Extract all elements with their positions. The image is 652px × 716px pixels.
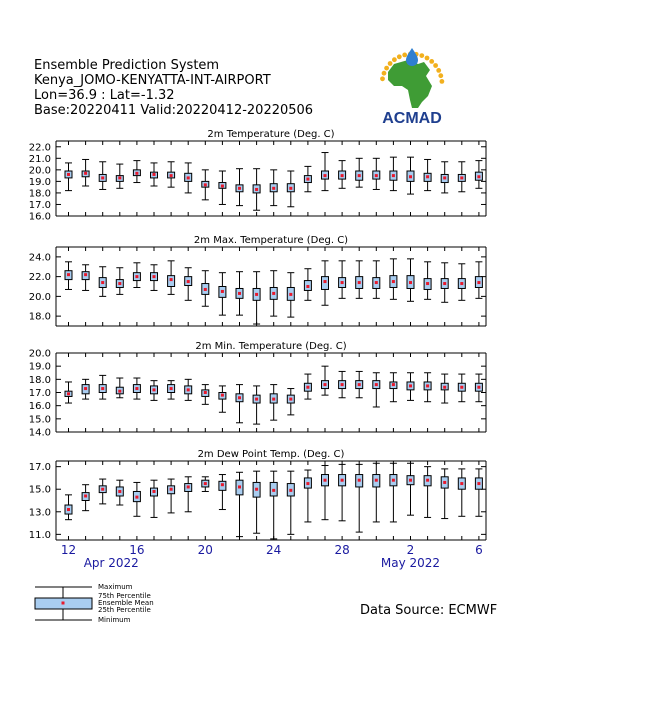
legend-label-maximum: Maximum: [98, 583, 133, 591]
x-tick-label: 16: [129, 543, 145, 557]
x-tick-label: 20: [197, 543, 213, 557]
ensemble-mean-marker: [255, 293, 258, 296]
box-day-15: [116, 268, 123, 295]
box-day-2: [407, 157, 414, 194]
x-tick-label: 6: [475, 543, 483, 557]
legend-label-minimum: Minimum: [98, 616, 131, 624]
box-day-21: [219, 171, 226, 204]
box-day-6: [475, 374, 482, 402]
ensemble-mean-marker: [187, 176, 190, 179]
box-day-3: [424, 159, 431, 190]
box-day-27: [322, 261, 329, 305]
ensemble-mean-marker: [306, 482, 309, 485]
box-day-28: [339, 371, 346, 397]
box-day-27: [322, 366, 329, 395]
ensemble-mean-marker: [187, 388, 190, 391]
box-day-29: [356, 158, 363, 187]
ensemble-mean-marker: [460, 176, 463, 179]
ensemble-mean-marker: [324, 280, 327, 283]
ensemble-mean-marker: [341, 281, 344, 284]
ensemble-mean-marker: [272, 292, 275, 295]
chart-panel-2: [29, 235, 486, 326]
ensemble-mean-marker: [221, 483, 224, 486]
box-day-1: [390, 463, 397, 522]
panel-title: 2m Temperature (Deg. C): [207, 129, 335, 140]
box-day-15: [116, 164, 123, 188]
ensemble-mean-marker: [101, 281, 104, 284]
ensemble-mean-marker: [101, 176, 104, 179]
box-day-13: [82, 159, 89, 186]
box-day-19: [185, 163, 192, 193]
ensemble-mean-marker: [135, 275, 138, 278]
ensemble-mean-marker: [460, 282, 463, 285]
month-label: May 2022: [380, 556, 441, 570]
box-day-6: [475, 262, 482, 299]
ensemble-mean-marker: [67, 173, 70, 176]
ensemble-mean-marker: [443, 176, 446, 179]
x-tick-label: 24: [266, 543, 282, 557]
ensemble-mean-marker: [238, 187, 241, 190]
box-day-23: [253, 471, 260, 533]
ensemble-mean-marker: [118, 282, 121, 285]
box-day-23: [253, 386, 260, 424]
box-day-24: [270, 385, 277, 421]
box-day-30: [373, 158, 380, 189]
box-day-18: [168, 381, 175, 399]
box-day-19: [185, 268, 192, 301]
box-day-26: [304, 269, 311, 301]
ensemble-mean-marker: [118, 490, 121, 493]
box-day-21: [219, 475, 226, 510]
box-day-17: [151, 480, 158, 517]
ensemble-mean-marker: [341, 174, 344, 177]
ensemble-mean-marker: [255, 188, 258, 191]
ensemble-mean-marker: [170, 278, 173, 281]
box-day-4: [441, 469, 448, 519]
y-tick-label: 17.0: [28, 462, 51, 474]
y-tick-label: 20.0: [28, 348, 51, 360]
ensemble-mean-marker: [477, 175, 480, 178]
box-day-22: [236, 472, 243, 536]
box-day-2: [407, 463, 414, 515]
y-tick-label: 18.0: [28, 374, 51, 386]
box-day-16: [133, 482, 140, 516]
ensemble-mean-marker: [324, 479, 327, 482]
box-day-4: [441, 263, 448, 303]
x-tick-label: 2: [406, 543, 415, 557]
ensemble-mean-marker: [443, 481, 446, 484]
box-day-14: [99, 267, 106, 297]
box-day-25: [287, 471, 294, 534]
ensemble-mean-marker: [375, 383, 378, 386]
ensemble-mean-marker: [324, 383, 327, 386]
ensemble-mean-marker: [392, 174, 395, 177]
box-day-16: [133, 378, 140, 399]
ensemble-mean-marker: [153, 388, 156, 391]
y-tick-label: 15.0: [28, 414, 51, 426]
box-day-27: [322, 466, 329, 520]
ensemble-mean-marker: [238, 485, 241, 488]
y-tick-label: 19.0: [28, 361, 51, 373]
box-day-18: [168, 261, 175, 295]
ensemble-mean-marker: [272, 187, 275, 190]
ensemble-mean-marker: [341, 479, 344, 482]
box-day-17: [151, 381, 158, 401]
ensemble-mean-marker: [289, 398, 292, 401]
panel-title: 2m Min. Temperature (Deg. C): [195, 341, 347, 352]
ensemble-mean-marker: [306, 178, 309, 181]
box-day-4: [441, 374, 448, 403]
ensemble-mean-marker: [409, 175, 412, 178]
ensemble-mean-marker: [255, 488, 258, 491]
ensemble-mean-marker: [204, 288, 207, 291]
box-day-19: [185, 477, 192, 512]
box-day-30: [373, 373, 380, 407]
ensemble-mean-marker: [324, 174, 327, 177]
ensemble-mean-marker: [477, 281, 480, 284]
ensemble-mean-marker: [375, 479, 378, 482]
ensemble-mean-marker: [135, 387, 138, 390]
box-day-28: [339, 161, 346, 189]
ensemble-mean-marker: [392, 479, 395, 482]
ensemble-mean-marker: [255, 398, 258, 401]
ensemble-mean-marker: [306, 386, 309, 389]
header-title: Ensemble Prediction System: [34, 58, 220, 73]
box-day-12: [65, 163, 72, 191]
ensemble-mean-marker: [460, 482, 463, 485]
ensemble-mean-marker: [341, 383, 344, 386]
ensemble-mean-marker: [289, 187, 292, 190]
ensemble-mean-marker: [187, 485, 190, 488]
ensemble-mean-marker: [426, 175, 429, 178]
ensemble-mean-marker: [409, 281, 412, 284]
panel-title: 2m Max. Temperature (Deg. C): [193, 235, 349, 246]
ensemble-mean-marker: [426, 479, 429, 482]
ensemble-mean-marker: [67, 392, 70, 395]
ensemble-mean-marker: [84, 387, 87, 390]
legend-label-mean: Ensemble Mean: [98, 599, 154, 607]
y-tick-label: 22.0: [28, 272, 51, 284]
ensemble-mean-marker: [170, 174, 173, 177]
chart-panel-3: [29, 341, 486, 439]
box-day-14: [99, 479, 106, 504]
box-day-23: [253, 272, 260, 324]
box-day-21: [219, 273, 226, 315]
ensemble-mean-marker: [289, 489, 292, 492]
y-tick-label: 15.0: [28, 484, 51, 496]
box-day-24: [270, 271, 277, 316]
ensemble-mean-marker: [358, 479, 361, 482]
box-day-5: [458, 162, 465, 192]
box-day-25: [287, 273, 294, 317]
box-day-25: [287, 171, 294, 207]
x-tick-label: 12: [60, 543, 77, 557]
ensemble-mean-marker: [204, 482, 207, 485]
box-day-20: [202, 385, 209, 405]
box-day-29: [356, 464, 363, 532]
ensemble-mean-marker: [477, 386, 480, 389]
ensemble-mean-marker: [67, 508, 70, 511]
ensemble-mean-marker: [101, 387, 104, 390]
ensemble-mean-marker: [443, 282, 446, 285]
box-day-2: [407, 259, 414, 301]
box-day-1: [390, 259, 397, 299]
box-day-5: [458, 264, 465, 301]
box-day-13: [82, 265, 89, 291]
ensemble-mean-marker: [204, 391, 207, 394]
ensemble-mean-marker: [426, 384, 429, 387]
ensemble-mean-marker: [84, 273, 87, 276]
ensemble-mean-marker: [238, 292, 241, 295]
ensemble-mean-marker: [375, 174, 378, 177]
y-tick-label: 21.0: [28, 153, 51, 165]
box-day-6: [475, 161, 482, 189]
box-day-29: [356, 261, 363, 299]
box-day-14: [99, 162, 106, 190]
box-day-21: [219, 386, 226, 412]
panel-title: 2m Dew Point Temp. (Deg. C): [197, 449, 345, 460]
box-day-3: [424, 373, 431, 402]
legend-box-glyph: [35, 587, 92, 620]
box-day-17: [151, 265, 158, 291]
ensemble-mean-marker: [118, 176, 121, 179]
header-station: Kenya_JOMO-KENYATTA-INT-AIRPORT: [34, 73, 271, 88]
chart-panel-1: [29, 129, 486, 223]
box-day-4: [441, 162, 448, 193]
box-day-15: [116, 378, 123, 398]
y-tick-label: 24.0: [28, 252, 51, 264]
ensemble-mean-marker: [409, 384, 412, 387]
ensemble-mean-marker: [392, 383, 395, 386]
data-source-note: Data Source: ECMWF: [360, 603, 498, 618]
acmad-logo-text: ACMAD: [382, 110, 442, 127]
box-day-28: [339, 261, 346, 299]
ensemble-mean-marker: [187, 280, 190, 283]
ensemble-mean-marker: [238, 396, 241, 399]
ensemble-mean-marker: [170, 387, 173, 390]
ensemble-mean-marker: [170, 488, 173, 491]
ensemble-mean-marker: [153, 275, 156, 278]
box-day-23: [253, 169, 260, 211]
box-day-27: [322, 153, 329, 191]
ensemble-mean-marker: [306, 285, 309, 288]
box-day-16: [133, 161, 140, 183]
box-day-12: [65, 495, 72, 520]
ensemble-mean-marker: [460, 386, 463, 389]
box-day-15: [116, 480, 123, 505]
ensemble-mean-marker: [221, 185, 224, 188]
box-day-26: [304, 374, 311, 399]
ensemble-mean-marker: [84, 172, 87, 175]
ensemble-mean-marker: [67, 273, 70, 276]
box-day-30: [373, 463, 380, 522]
box-day-16: [133, 263, 140, 288]
ensemble-mean-marker: [358, 174, 361, 177]
ensemble-mean-marker: [153, 173, 156, 176]
box-day-25: [287, 389, 294, 415]
box-day-1: [390, 373, 397, 402]
box-day-2: [407, 373, 414, 401]
month-label: Apr 2022: [83, 556, 139, 570]
header-coordinates: Lon=36.9 : Lat=-1.32: [34, 88, 175, 103]
box-day-30: [373, 261, 380, 299]
ensemble-mean-marker: [426, 282, 429, 285]
box-day-6: [475, 469, 482, 516]
box-day-18: [168, 162, 175, 187]
box-day-1: [390, 157, 397, 190]
legend-mean-marker: [62, 602, 65, 605]
y-tick-label: 18.0: [28, 311, 51, 323]
box-day-22: [236, 169, 243, 206]
box-day-29: [356, 371, 363, 397]
box-day-26: [304, 166, 311, 191]
y-tick-label: 20.0: [28, 165, 51, 177]
header-dates: Base:20220411 Valid:20220412-20220506: [34, 103, 314, 118]
box-day-22: [236, 272, 243, 315]
y-tick-label: 17.0: [28, 199, 51, 211]
legend-label-25th: 25th Percentile: [98, 606, 151, 614]
ensemble-mean-marker: [204, 183, 207, 186]
box-day-13: [82, 485, 89, 511]
y-tick-label: 16.0: [28, 211, 51, 223]
ensemble-mean-marker: [375, 281, 378, 284]
legend-label-75th: 75th Percentile: [98, 592, 151, 600]
ensemble-mean-marker: [289, 293, 292, 296]
box-day-26: [304, 470, 311, 522]
ensemble-mean-marker: [101, 488, 104, 491]
x-tick-label: 28: [334, 543, 350, 557]
ensemble-mean-marker: [135, 172, 138, 175]
ensemble-mean-marker: [477, 482, 480, 485]
box-day-12: [65, 382, 72, 403]
ensemble-mean-marker: [409, 479, 412, 482]
ensemble-mean-marker: [221, 394, 224, 397]
box-day-14: [99, 375, 106, 399]
ensemble-mean-marker: [272, 489, 275, 492]
ensemble-mean-marker: [358, 383, 361, 386]
box-day-20: [202, 477, 209, 492]
box-day-12: [65, 262, 72, 290]
box-day-17: [151, 163, 158, 186]
box-day-5: [458, 374, 465, 402]
ensemble-mean-marker: [358, 281, 361, 284]
y-tick-label: 19.0: [28, 176, 51, 188]
box-day-20: [202, 271, 209, 307]
box-day-28: [339, 464, 346, 520]
ensemble-mean-marker: [135, 496, 138, 499]
ensemble-mean-marker: [272, 398, 275, 401]
ensemble-mean-marker: [84, 494, 87, 497]
ensemble-mean-marker: [392, 280, 395, 283]
box-day-3: [424, 467, 431, 518]
y-tick-label: 18.0: [28, 188, 51, 200]
y-tick-label: 14.0: [28, 427, 51, 439]
box-day-22: [236, 385, 243, 423]
y-tick-label: 11.0: [28, 529, 51, 541]
y-tick-label: 13.0: [28, 507, 51, 519]
ensemble-mean-marker: [153, 490, 156, 493]
chart-panel-4: [29, 449, 486, 541]
box-day-5: [458, 469, 465, 516]
box-day-3: [424, 262, 431, 300]
box-day-24: [270, 170, 277, 206]
box-day-19: [185, 379, 192, 400]
y-tick-label: 16.0: [28, 401, 51, 413]
box-day-20: [202, 170, 209, 200]
box-day-24: [270, 471, 277, 539]
ensemble-mean-marker: [221, 290, 224, 293]
ensemble-mean-marker: [443, 386, 446, 389]
y-tick-label: 17.0: [28, 388, 51, 399]
y-tick-label: 22.0: [28, 142, 51, 154]
box-day-18: [168, 479, 175, 513]
y-tick-label: 20.0: [28, 291, 51, 303]
box-day-13: [82, 379, 89, 399]
ensemble-mean-marker: [118, 390, 121, 393]
